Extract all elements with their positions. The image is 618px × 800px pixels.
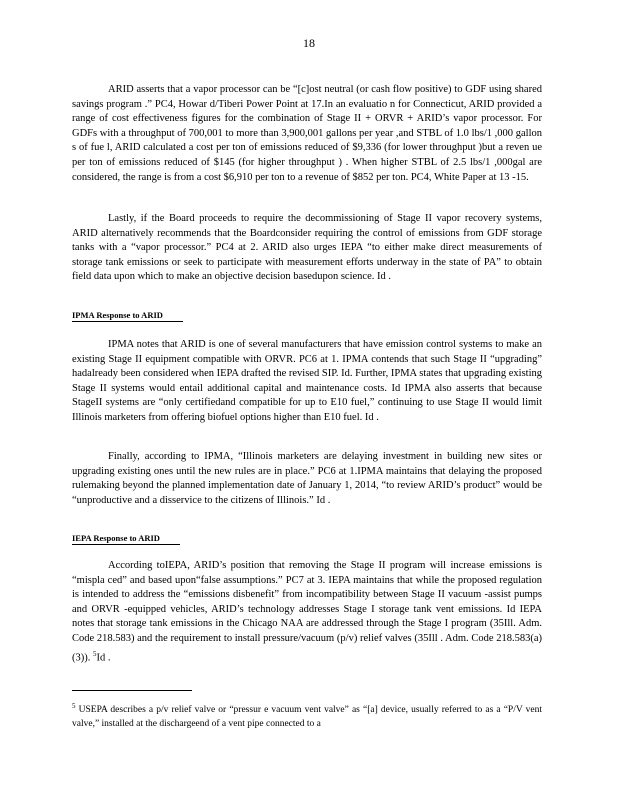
paragraph-arid-alternative xyxy=(72,212,542,285)
section-heading-ipma-response: IPMA Response to ARID xyxy=(72,310,183,322)
paragraph-text: ARID asserts that a vapor processor can be “[c]ost neutral (or cash flow positive) to GDF using shared savings program .” PC4, Howar d/Tiberi Power Point at 17.In an evaluatio n for Connecticut, ARID provided a range of cost effectiveness figures for the combination of Stage II + ORVR + ARID’s vapor processor. For GDFs with a throughput of 700,001 to more than 3,900,001 gallons per year ,and STBL of 1.0 lbs/1 ,000 gallon s of fue l, ARID calculated a cost per ton of emissions reduced of $9,336 (for lower throughput )but a reven ue per ton of emissions reduced of $145 (for higher throughput ) . When higher STBL of 2.5 lbs/1 ,000gal are considered, the range is from a cost $6,910 per ton to a revenue of $852 per ton. PC4, White Paper at 13 -15. xyxy=(72,84,542,183)
footnote-separator xyxy=(72,690,192,691)
paragraph-ipma-notes xyxy=(72,338,542,426)
citation: Id . xyxy=(96,652,111,664)
paragraph-iepa-response xyxy=(72,559,542,666)
page-number: 18 xyxy=(303,36,315,50)
paragraph-text: IPMA notes that ARID is one of several manufacturers that have emission control systems to make an existing Stage II equipment compatible with ORVR. PC6 at 1. IPMA contends that such Stage II “upgrading” hadalready been considered when IEPA drafted the revised SIP. Id. Further, IPMA states that upgrading existing Stage II systems would entail additional capital and maintenance costs. Id IPMA also asserts that because StageII systems are “only certifiedand compatible for up to E10 fuel,” continuing to use Stage II would limit Illinois marketers from offering biofuel options higher than E10 fuel. Id . xyxy=(72,339,542,423)
paragraph-text: According toIEPA, ARID’s position that removing the Stage II program will increase emissions is “mispla ced” and based upon“false assumptions.” PC7 at 3. IEPA maintains that while the proposed regulation is intended to address the “emissions disbenefit” from incompatibility between Stage II vacuum -assist pumps and ORVR -equipped vehicles, ARID’s technology addresses Stage I storage tank vent emissions. Id IEPA notes that storage tank emissions in the Chicago NAA are addressed through the Stage I program (35Ill. Adm. Code 218.583) and the requirement to install pressure/vacuum (p/v) relief valves (35Ill . Adm. Code 218.583(a)(3)). xyxy=(72,560,542,664)
footnote xyxy=(72,700,542,731)
paragraph-ipma-finally xyxy=(72,450,542,508)
footnote-reference[interactable]: 5 xyxy=(93,649,97,658)
footnote-text: USEPA describes a p/v relief valve or “pressur e vacuum vent valve” as “[a] device, usually referred to as a “P/V vent valve,” installed at the dischargeend of a vent pipe connected to a xyxy=(72,705,543,729)
paragraph-text: Finally, according to IPMA, “Illinois marketers are delaying investment in building new sites or upgrading existing ones until the new rules are in place.” PC6 at 1.IPMA maintains that delaying the proposed rulemaking beyond the planned implementation date of January 1, 2014, “to review ARID’s product” would be “unproductive and a disservice to the citizens of Illinois.” Id . xyxy=(72,451,542,506)
paragraph-arid-vapor-processor xyxy=(72,83,542,185)
section-heading-iepa-response: IEPA Response to ARID xyxy=(72,533,180,545)
footnote-mark: 5 xyxy=(72,702,76,710)
paragraph-text: Lastly, if the Board proceeds to require the decommissioning of Stage II vapor recovery systems, ARID alternatively recommends that the Boardconsider requiring the control of emissions from GDF storage tanks with a “vapor processor.” PC4 at 2. ARID also urges IEPA “to either make direct measurements of storage tank emissions or seek to participate with measurement efforts underway in the state of PA” to obtain field data upon which to make an objective decision basedupon science. Id . xyxy=(72,213,542,283)
